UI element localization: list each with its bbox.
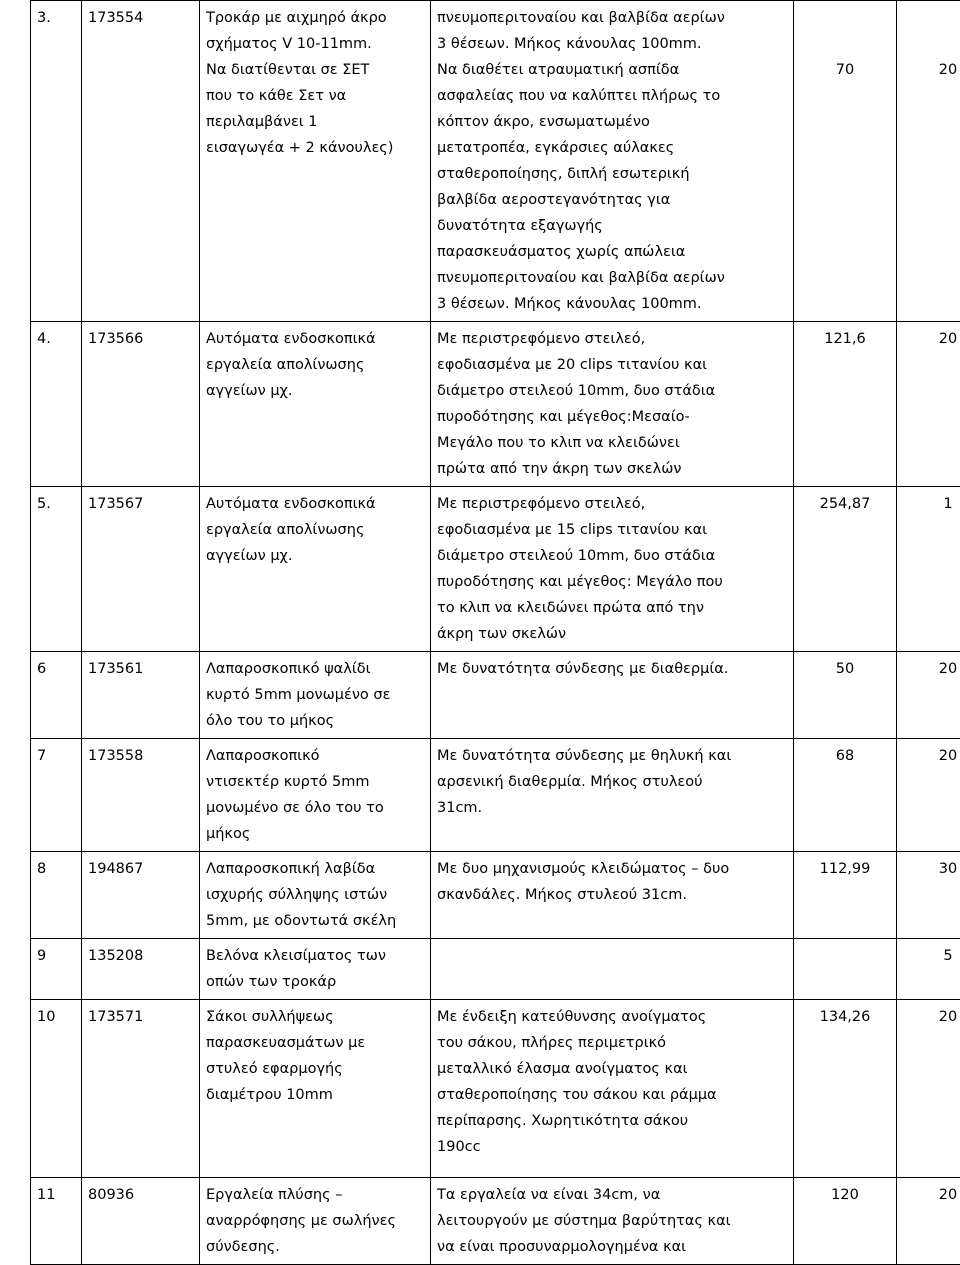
item-description: [200, 739, 431, 852]
item-price-text: 68: [836, 748, 854, 764]
specification-line: πρώτα από την άκρη των σκελών: [437, 456, 787, 482]
item-number: [31, 1178, 82, 1265]
specification-line: μεταλλικό έλασμα ανοίγματος και: [437, 1056, 787, 1082]
item-price: [794, 1000, 897, 1178]
item-quantity: [897, 939, 960, 1000]
item-quantity: [897, 652, 960, 739]
item-code-text: 80936: [88, 1187, 134, 1203]
item-number: [31, 852, 82, 939]
specification-line: πυροδότησης και μέγεθος:Μεσαίο-: [437, 404, 787, 430]
item-code-text: 173566: [88, 331, 143, 347]
description-line: παρασκευασμάτων με: [206, 1030, 424, 1056]
item-price-text: 120: [831, 1187, 859, 1203]
description-line: ντισεκτέρ κυρτό 5mm: [206, 769, 424, 795]
item-code: [82, 487, 200, 652]
specification-line: Μεγάλο που το κλιπ να κλειδώνει: [437, 430, 787, 456]
item-quantity: [897, 739, 960, 852]
table-row: [31, 852, 960, 939]
table-row: [31, 322, 960, 487]
item-specification: [431, 1000, 794, 1178]
item-specification: [431, 1178, 794, 1265]
item-quantity-text: 20: [939, 1187, 957, 1203]
description-line: Λαπαροσκοπική λαβίδα: [206, 856, 424, 882]
specification-line: 3 θέσεων. Μήκος κάνουλας 100mm.: [437, 291, 787, 317]
item-number-text: 4.: [37, 331, 51, 347]
description-line: μήκος: [206, 821, 424, 847]
item-code: [82, 1, 200, 322]
item-code-text: 173567: [88, 496, 143, 512]
description-line: εργαλεία απολίνωσης: [206, 352, 424, 378]
item-quantity-text: 20: [939, 748, 957, 764]
item-specification: [431, 322, 794, 487]
item-code-text: 135208: [88, 948, 143, 964]
item-quantity-text: 20: [939, 331, 957, 347]
item-description: [200, 487, 431, 652]
item-quantity: [897, 852, 960, 939]
item-price-text: 254,87: [820, 496, 871, 512]
item-quantity: [897, 1000, 960, 1178]
item-price-text: 112,99: [820, 861, 871, 877]
item-price: [794, 1, 897, 322]
specification-line: σκανδάλες. Μήκος στυλεού 31cm.: [437, 882, 787, 908]
table-row: [31, 939, 960, 1000]
specification-line: Με ένδειξη κατεύθυνσης ανοίγματος: [437, 1004, 787, 1030]
specification-line: διάμετρο στειλεού 10mm, δυο στάδια: [437, 378, 787, 404]
table-row: [31, 1, 960, 322]
item-quantity: [897, 322, 960, 487]
item-price: [794, 487, 897, 652]
specification-line: Τα εργαλεία να είναι 34cm, να: [437, 1182, 787, 1208]
specification-line: άκρη των σκελών: [437, 621, 787, 647]
item-quantity-text: 30: [939, 861, 957, 877]
description-line: Βελόνα κλεισίματος των: [206, 943, 424, 969]
item-code-text: 173558: [88, 748, 143, 764]
description-line: αγγείων μχ.: [206, 378, 424, 404]
item-description: [200, 1, 431, 322]
item-code-text: 173571: [88, 1009, 143, 1025]
item-number: [31, 1000, 82, 1178]
specification-line: παρασκευάσματος χωρίς απώλεια: [437, 239, 787, 265]
item-quantity-text: 20: [939, 62, 957, 78]
description-line: διαμέτρου 10mm: [206, 1082, 424, 1108]
item-price: [794, 852, 897, 939]
item-number: [31, 487, 82, 652]
specification-line: 190cc: [437, 1134, 787, 1160]
item-description: [200, 1000, 431, 1178]
specification-line: Με δυο μηχανισμούς κλειδώματος – δυο: [437, 856, 787, 882]
item-price: [794, 652, 897, 739]
item-number-text: 8: [37, 861, 46, 877]
item-specification: [431, 852, 794, 939]
item-code: [82, 739, 200, 852]
description-line: Λαπαροσκοπικό: [206, 743, 424, 769]
description-line: περιλαμβάνει 1: [206, 109, 424, 135]
item-number: [31, 1, 82, 322]
table-row: [31, 739, 960, 852]
item-description: [200, 852, 431, 939]
item-price: [794, 739, 897, 852]
item-number: [31, 322, 82, 487]
item-quantity: [897, 1, 960, 322]
item-number-text: 11: [37, 1187, 55, 1203]
item-quantity-text: 20: [939, 661, 957, 677]
item-number: [31, 739, 82, 852]
specification-line: Να διαθέτει ατραυματική ασπίδα: [437, 57, 787, 83]
item-specification: [431, 1, 794, 322]
specification-line: σταθεροποίησης του σάκου και ράμμα: [437, 1082, 787, 1108]
item-quantity: [897, 1178, 960, 1265]
item-number-text: 5.: [37, 496, 51, 512]
specification-line: δυνατότητα εξαγωγής: [437, 213, 787, 239]
item-price-text: 70: [836, 62, 854, 78]
description-line: Σάκοι συλλήψεως: [206, 1004, 424, 1030]
item-price: [794, 939, 897, 1000]
specification-line: Με δυνατότητα σύνδεσης με θηλυκή και: [437, 743, 787, 769]
table-row: [31, 1000, 960, 1178]
item-quantity-text: 5: [943, 948, 952, 964]
item-code-text: 173554: [88, 10, 143, 26]
item-specification: [431, 939, 794, 1000]
specification-line: 31cm.: [437, 795, 787, 821]
item-code-text: 173561: [88, 661, 143, 677]
description-line: σύνδεσης.: [206, 1234, 424, 1260]
description-line: Να διατίθενται σε ΣΕΤ: [206, 57, 424, 83]
item-code: [82, 1178, 200, 1265]
description-line: Τροκάρ με αιχμηρό άκρο: [206, 5, 424, 31]
specification-line: ασφαλείας που να καλύπτει πλήρως το: [437, 83, 787, 109]
description-line: Αυτόματα ενδοσκοπικά: [206, 491, 424, 517]
description-line: που το κάθε Σετ να: [206, 83, 424, 109]
description-line: 5mm, με οδοντωτά σκέλη: [206, 908, 424, 934]
description-line: κυρτό 5mm μονωμένο σε: [206, 682, 424, 708]
item-code-text: 194867: [88, 861, 143, 877]
specification-line: Με δυνατότητα σύνδεσης με διαθερμία.: [437, 656, 787, 682]
specification-line: Με περιστρεφόμενο στειλεό,: [437, 326, 787, 352]
item-number-text: 10: [37, 1009, 55, 1025]
description-line: εισαγωγέα + 2 κάνουλες): [206, 135, 424, 161]
specification-line: εφοδιασμένα με 20 clips τιτανίου και: [437, 352, 787, 378]
item-code: [82, 322, 200, 487]
item-specification: [431, 652, 794, 739]
specification-line: σταθεροποίησης, διπλή εσωτερική: [437, 161, 787, 187]
specification-line: πυροδότησης και μέγεθος: Μεγάλο που: [437, 569, 787, 595]
item-description: [200, 322, 431, 487]
item-quantity-text: 20: [939, 1009, 957, 1025]
description-line: ισχυρής σύλληψης ιστών: [206, 882, 424, 908]
table-row: [31, 1178, 960, 1265]
specification-line: το κλιπ να κλειδώνει πρώτα από την: [437, 595, 787, 621]
item-code: [82, 939, 200, 1000]
item-code: [82, 1000, 200, 1178]
item-quantity: [897, 487, 960, 652]
item-number-text: 9: [37, 948, 46, 964]
description-line: αγγείων μχ.: [206, 543, 424, 569]
item-number-text: 7: [37, 748, 46, 764]
specification-line: 3 θέσεων. Μήκος κάνουλας 100mm.: [437, 31, 787, 57]
description-line: Εργαλεία πλύσης –: [206, 1182, 424, 1208]
item-number: [31, 652, 82, 739]
item-number-text: 3.: [37, 10, 51, 26]
item-code: [82, 652, 200, 739]
description-line: αναρρόφησης με σωλήνες: [206, 1208, 424, 1234]
specification-line: πνευμοπεριτοναίου και βαλβίδα αερίων: [437, 265, 787, 291]
description-line: στυλεό εφαρμογής: [206, 1056, 424, 1082]
item-price: [794, 1178, 897, 1265]
item-price-text: 121,6: [824, 331, 866, 347]
specification-line: λειτουργούν με σύστημα βαρύτητας και: [437, 1208, 787, 1234]
item-quantity-text: 1: [943, 496, 952, 512]
specification-line: κόπτον άκρο, ενσωματωμένο: [437, 109, 787, 135]
item-price-text: 134,26: [820, 1009, 871, 1025]
item-price: [794, 322, 897, 487]
specification-line: πνευμοπεριτοναίου και βαλβίδα αερίων: [437, 5, 787, 31]
table-row: [31, 487, 960, 652]
item-code: [82, 852, 200, 939]
specification-line: μετατροπέα, εγκάρσιες αύλακες: [437, 135, 787, 161]
item-description: [200, 652, 431, 739]
item-specification: [431, 739, 794, 852]
specification-line: διάμετρο στειλεού 10mm, δυο στάδια: [437, 543, 787, 569]
item-price-text: 50: [836, 661, 854, 677]
item-number-text: 6: [37, 661, 46, 677]
description-line: Λαπαροσκοπικό ψαλίδι: [206, 656, 424, 682]
specification-line: αρσενική διαθερμία. Μήκος στυλεού: [437, 769, 787, 795]
specification-line: βαλβίδα αεροστεγανότητας για: [437, 187, 787, 213]
tender-items-table: [30, 0, 960, 1265]
specification-line: περίπαρσης. Χωρητικότητα σάκου: [437, 1108, 787, 1134]
specification-line: Με περιστρεφόμενο στειλεό,: [437, 491, 787, 517]
description-line: όλο του το μήκος: [206, 708, 424, 734]
description-line: σχήματος V 10-11mm.: [206, 31, 424, 57]
table-row: [31, 652, 960, 739]
description-line: μονωμένο σε όλο του το: [206, 795, 424, 821]
specification-line: εφοδιασμένα με 15 clips τιτανίου και: [437, 517, 787, 543]
item-specification: [431, 487, 794, 652]
description-line: εργαλεία απολίνωσης: [206, 517, 424, 543]
specification-line: να είναι προσυναρμολογημένα και: [437, 1234, 787, 1260]
item-number: [31, 939, 82, 1000]
description-line: οπών των τροκάρ: [206, 969, 424, 995]
item-description: [200, 1178, 431, 1265]
table-body: [31, 1, 960, 1265]
specification-line: του σάκου, πλήρες περιμετρικό: [437, 1030, 787, 1056]
description-line: Αυτόματα ενδοσκοπικά: [206, 326, 424, 352]
item-description: [200, 939, 431, 1000]
